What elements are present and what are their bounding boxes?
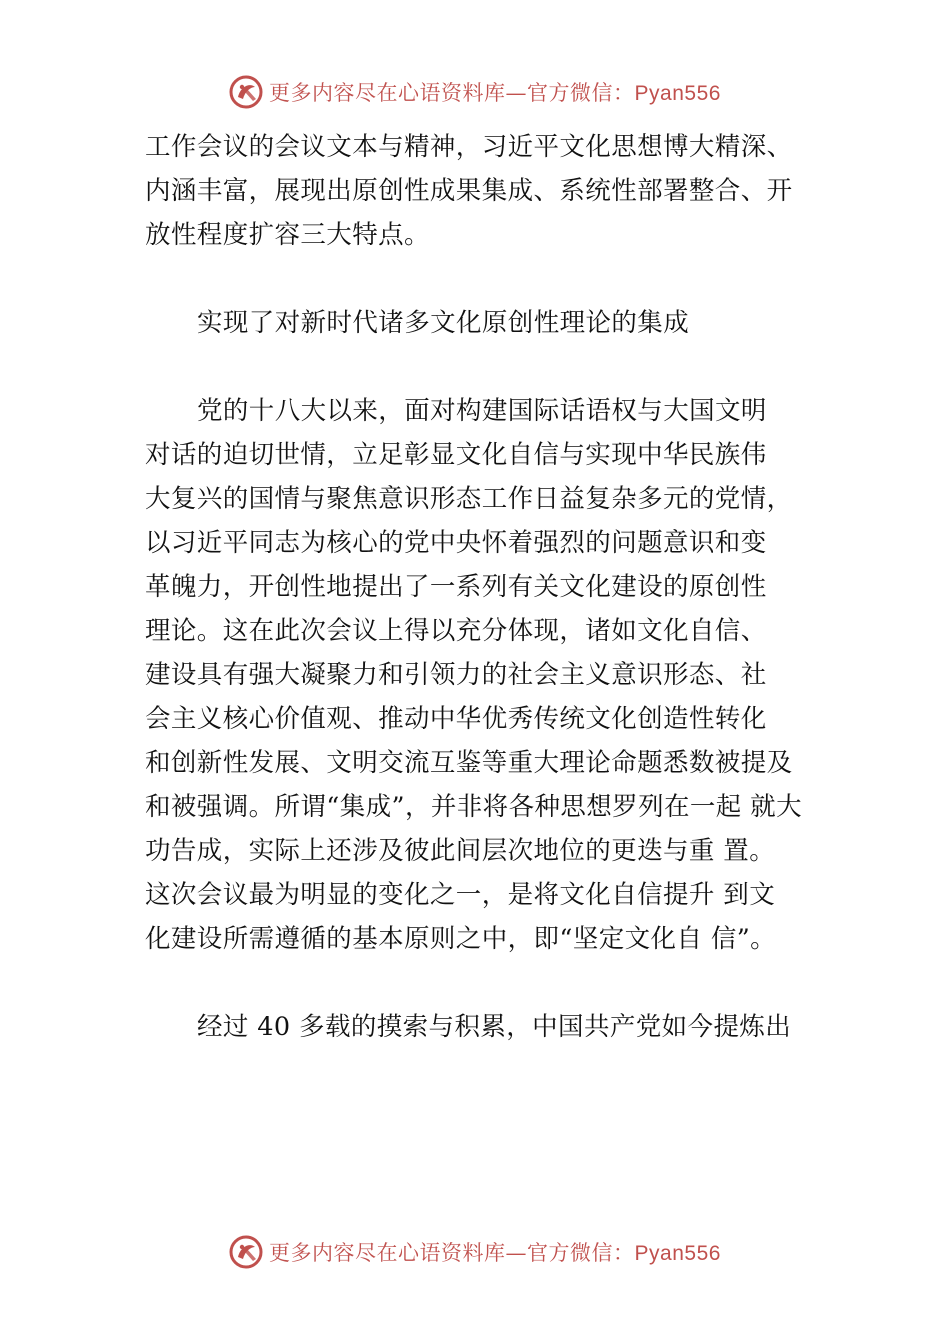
text-line: 会主义核心价值观、推动中华优秀传统文化创造性转化 [145, 704, 767, 734]
text-line: 大复兴的国情与聚焦意识形态工作日益复杂多元的党情， [145, 484, 793, 514]
watermark-id: Pyan556 [634, 82, 721, 105]
section-heading: 实现了对新时代诸多文化原创性理论的集成 [197, 308, 690, 338]
text-line: 化建设所需遵循的基本原则之中，即“坚定文化自 信”。 [145, 924, 777, 954]
red-circular-logo-icon [229, 75, 263, 109]
text-line: 理论。这在此次会议上得以充分体现，诸如文化自信、 [145, 616, 767, 646]
footer-watermark [0, 1232, 950, 1272]
text-line: 功告成，实际上还涉及彼此间层次地位的更迭与重 置。 [145, 836, 776, 866]
document-body [145, 125, 835, 1049]
watermark-id: Pyan556 [634, 1242, 721, 1265]
text-line: 以习近平同志为核心的党中央怀着强烈的问题意识和变 [145, 528, 767, 558]
text-line: 党的十八大以来，面对构建国际话语权与大国文明 [197, 396, 767, 426]
paragraph-2 [145, 389, 835, 961]
text-line: 和创新性发展、文明交流互鉴等重大理论命题悉数被提及 [145, 748, 793, 778]
text-line: 对话的迫切世情，立足彰显文化自信与实现中华民族伟 [145, 440, 767, 470]
paragraph-3 [145, 1005, 835, 1049]
text-line: 革魄力，开创性地提出了一系列有关文化建设的原创性 [145, 572, 767, 602]
red-circular-logo-icon [229, 1235, 263, 1269]
text-line: 这次会议最为明显的变化之一，是将文化自信提升 到文 [145, 880, 776, 910]
text-line: 放性程度扩容三大特点。 [145, 220, 430, 250]
text-line: 和被强调。所谓“集成”，并非将各种思想罗列在一起 就大 [145, 792, 802, 822]
watermark-text: 更多内容尽在心语资料库—官方微信：Pyan556 [269, 1241, 721, 1265]
text-line: 经过 40 多载的摸索与积累，中国共产党如今提炼出 [197, 1012, 792, 1042]
paragraph-1 [145, 125, 835, 257]
text-line: 内涵丰富，展现出原创性成果集成、系统性部署整合、开 [145, 176, 793, 206]
text-line: 工作会议的会议文本与精神，习近平文化思想博大精深、 [145, 132, 793, 162]
text-line: 建设具有强大凝聚力和引领力的社会主义意识形态、社 [145, 660, 767, 690]
watermark-text: 更多内容尽在心语资料库—官方微信：Pyan556 [269, 81, 721, 105]
header-watermark [0, 72, 950, 112]
